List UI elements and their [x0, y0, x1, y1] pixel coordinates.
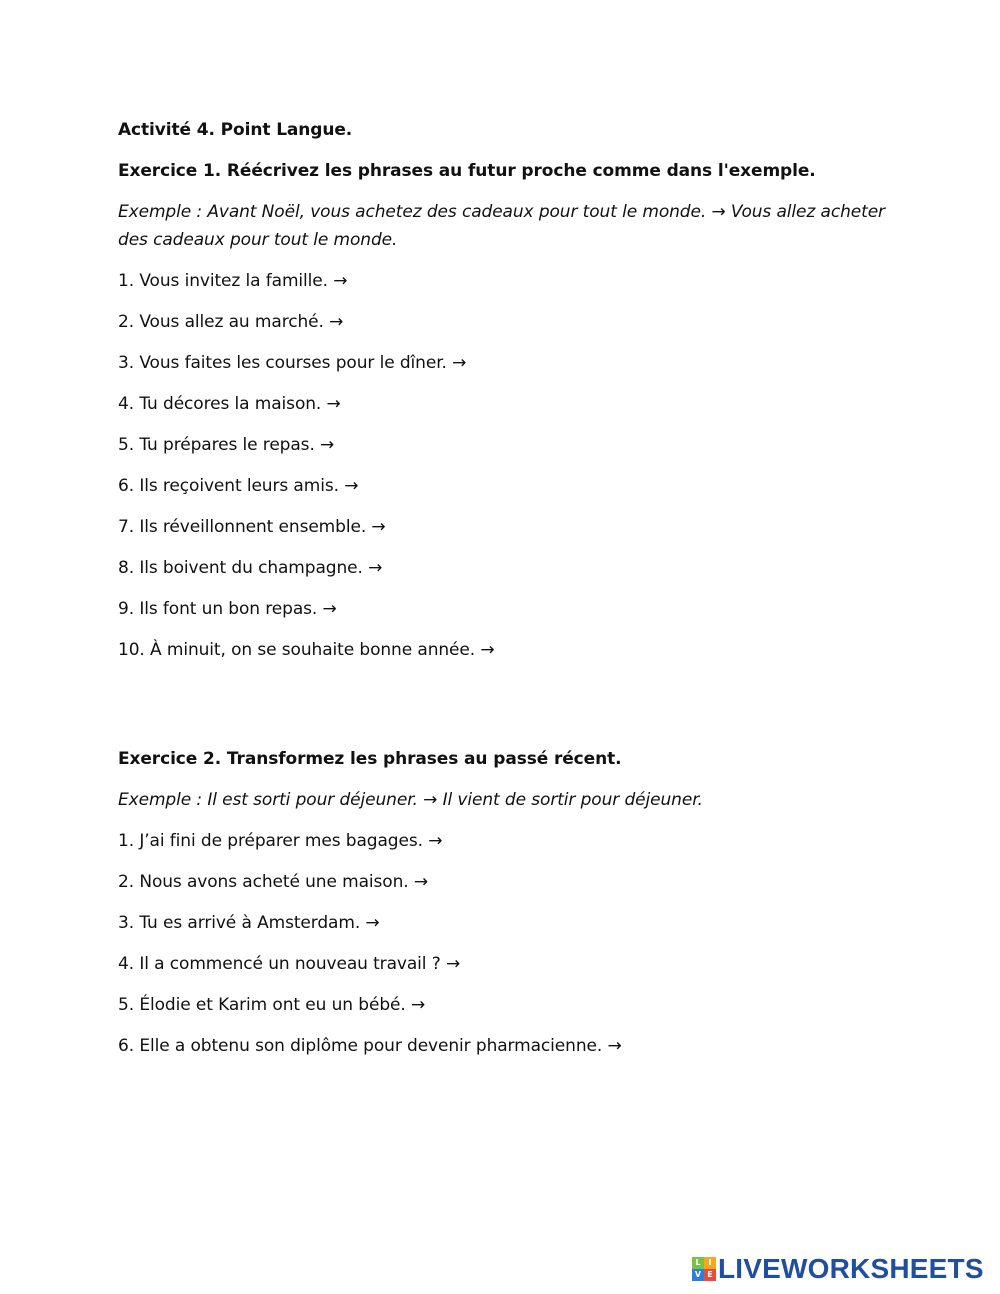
exercise-1-title: Exercice 1. Réécrivez les phrases au futur proche comme dans l'exemple.: [118, 161, 816, 181]
logo-tile-e: E: [704, 1269, 716, 1281]
exercise-1-item-8: 8. Ils boivent du champagne. →: [118, 558, 383, 578]
exercise-2-item-2: 2. Nous avons acheté une maison. →: [118, 872, 429, 892]
exercise-1-item-9: 9. Ils font un bon repas. →: [118, 599, 337, 619]
exercise-2-item-5: 5. Élodie et Karim ont eu un bébé. →: [118, 995, 426, 1015]
exercise-1-item-2: 2. Vous allez au marché. →: [118, 312, 344, 332]
exercise-2-item-6: 6. Elle a obtenu son diplôme pour devenir pharmacienne. →: [118, 1036, 622, 1056]
activity-title: Activité 4. Point Langue.: [118, 120, 353, 140]
liveworksheets-logo-icon: [692, 1257, 716, 1281]
exercise-2-item-1: 1. J’ai fini de préparer mes bagages. →: [118, 831, 443, 851]
exercise-1-item-10: 10. À minuit, on se souhaite bonne année. →: [118, 640, 495, 660]
worksheet-page: [118, 116, 888, 1073]
exercise-2-item-3: 3. Tu es arrivé à Amsterdam. →: [118, 913, 380, 933]
exercise-1-list: [118, 267, 888, 664]
liveworksheets-logo: [692, 1254, 984, 1284]
exercise-1-item-5: 5. Tu prépares le repas. →: [118, 435, 335, 455]
exercise-1-item-1: 1. Vous invitez la famille. →: [118, 271, 348, 291]
exercise-1-item-7: 7. Ils réveillonnent ensemble. →: [118, 517, 386, 537]
exercise-2-list: [118, 827, 888, 1060]
logo-tile-i: I: [704, 1257, 716, 1269]
liveworksheets-wordmark: LIVEWORKSHEETS: [718, 1253, 984, 1284]
exercise-1-item-3: 3. Vous faites les courses pour le dîner. →: [118, 353, 467, 373]
exercise-1-item-4: 4. Tu décores la maison. →: [118, 394, 341, 414]
exercise-1-example: Exemple : Avant Noël, vous achetez des cadeaux pour tout le monde. → Vous allez acheter des cadeaux pour tout le monde.: [118, 202, 885, 250]
exercise-1-item-6: 6. Ils reçoivent leurs amis. →: [118, 476, 359, 496]
logo-tile-l: L: [692, 1257, 704, 1269]
section-spacer: [118, 677, 888, 745]
exercise-2-item-4: 4. Il a commencé un nouveau travail ? →: [118, 954, 461, 974]
logo-tile-v: V: [692, 1269, 704, 1281]
exercise-2-title: Exercice 2. Transformez les phrases au passé récent.: [118, 749, 622, 769]
exercise-2-example: Exemple : Il est sorti pour déjeuner. → Il vient de sortir pour déjeuner.: [118, 790, 703, 810]
